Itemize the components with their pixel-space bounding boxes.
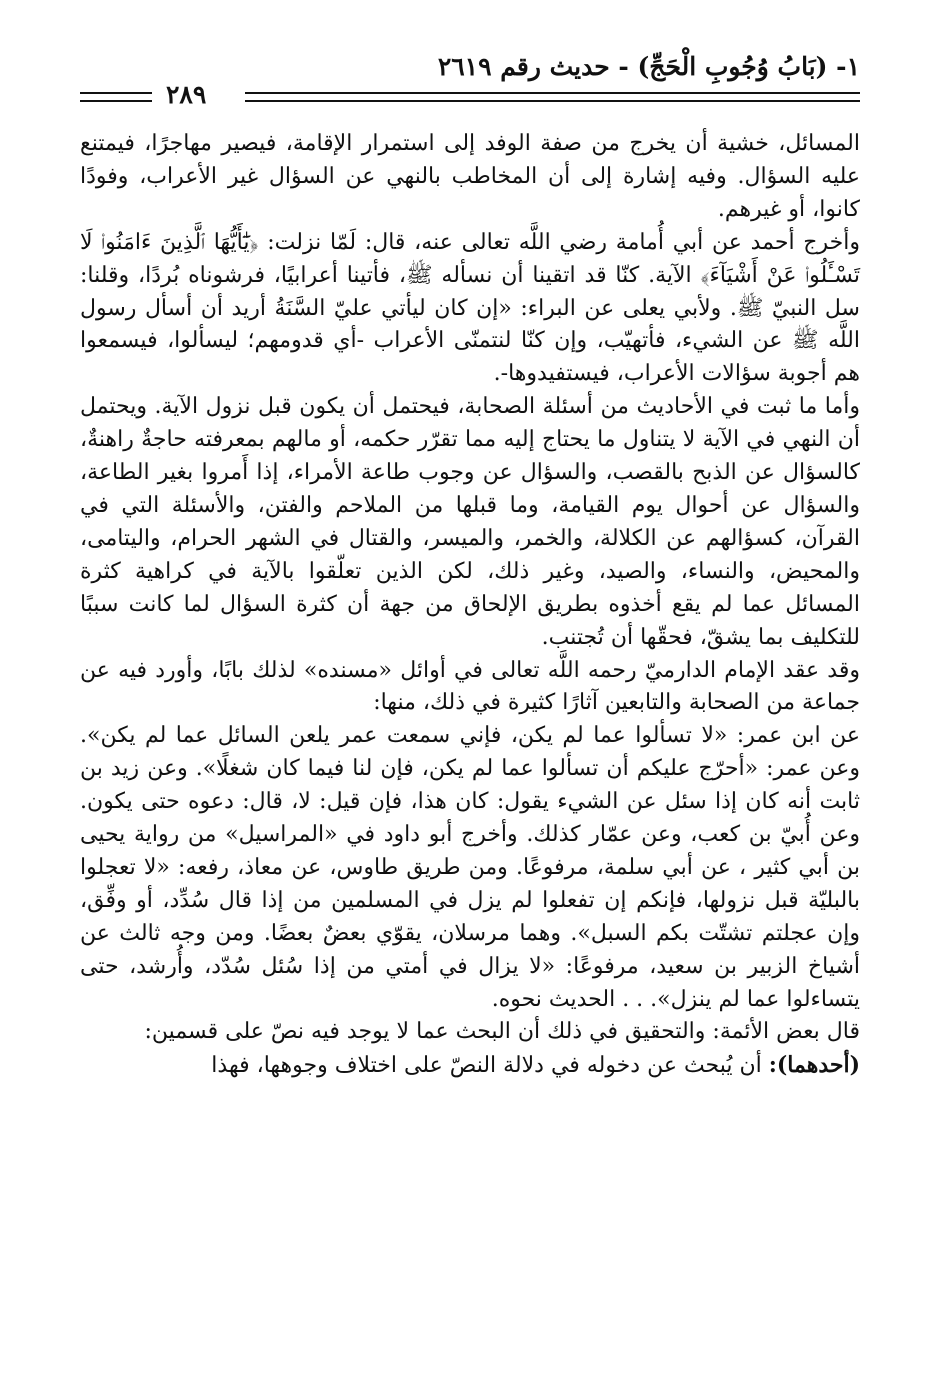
header-short-double-rule bbox=[80, 92, 152, 102]
paragraph: المسائل، خشية أن يخرج من صفة الوفد إلى استمرار الإقامة، فيصير مهاجرًا، فيمتنع عليه السؤال. وفيه إشارة إلى أن المخاطب بالنهي عن السؤال غير الأعراب، وفودًا كانوا، أو غيرهم. bbox=[80, 131, 860, 222]
body-text bbox=[80, 128, 860, 1083]
running-header bbox=[80, 40, 860, 110]
chapter-title: ١- (بَابُ وُجُوبِ الْحَجِّ) - حديث رقم ٢٦١٩ bbox=[437, 52, 860, 81]
bold-lead-term: (أحدهما): bbox=[768, 1052, 860, 1079]
paragraph: وقد عقد الإمام الدارميّ رحمه اللَّه تعالى في أوائل «مسنده» لذلك بابًا، وأورد فيه عن جماعة من الصحابة والتابعين آثارًا كثيرة في ذلك، منها: bbox=[80, 657, 860, 716]
paragraph: وأما ما ثبت في الأحاديث من أسئلة الصحابة، فيحتمل أن يكون قبل نزول الآية. ويحتمل أن النهي في الآية لا يتناول ما يحتاج إليه مما تقرّر حكمه، أو مالهم بمعرفته حاجةٌ راهنةٌ، كالسؤال عن الذبح بالقصب، والسؤال عن وجوب طاعة الأمراء، إذا أَمروا بغير الطاعة، والسؤال عن أحوال يوم القيامة، وما قبلها من الملاحم والفتن، والأسئلة التي في القرآن، كسؤالهم عن الكلالة، والخمر، والميسر، والقتال في الشهر الحرام، واليتامى، والمحيض، والنساء، والصيد، وغير ذلك، لكن الذين تعلّقوا بالآية في كراهية كثرة المسائل عما لم يقع أخذوه بطريق الإلحاق من جهة أن كثرة السؤال لما كانت سببًا للتكليف بما يشقّ، فحقّها أن تُجتنب. bbox=[80, 394, 860, 650]
paragraph: قال بعض الأئمة: والتحقيق في ذلك أن البحث عما لا يوجد فيه نصّ على قسمين: bbox=[144, 1019, 860, 1045]
paragraph-continuation: أن يُبحث عن دخوله في دلالة النصّ على اختلاف وجوهها، فهذا bbox=[211, 1053, 769, 1079]
page-number: ٢٨٩ bbox=[166, 80, 207, 109]
paragraph: وأخرج أحمد عن أبي أُمامة رضي اللَّه تعالى عنه، قال: لَمّا نزلت: ﴿يَٰٓأَيُّهَا ٱلَّذِينَ ءَامَنُوا۟ لَا تَسْـَٔلُوا۟ عَنْ أَشْيَآءَ﴾ الآية. كنّا قد اتقينا أن نسأله ﷺ، فأتينا أعرابيًا، فرشوناه بُردًا، وقلنا: سل النبيّ ﷺ. ولأبي يعلى عن البراء: «إن كان ليأتي عليّ السَّنَةُ أريد أن أسأل رسول اللَّه ﷺ عن الشيء، فأتهيّب، وإن كنّا لنتمنّى الأعراب -أي قدومهم؛ ليسألوا، فيسمعوا هم أجوبة سؤالات الأعراب، فيستفيدوها-. bbox=[80, 229, 860, 387]
book-page bbox=[80, 40, 860, 1340]
paragraph-last bbox=[80, 1049, 860, 1083]
header-double-rule bbox=[245, 92, 860, 102]
paragraph: عن ابن عمر: «لا تسألوا عما لم يكن، فإني سمعت عمر يلعن السائل عما لم يكن». وعن عمر: «أحرّج عليكم أن تسألوا عما لم يكن، فإن لنا فيما كان شغلًا». وعن زيد بن ثابت أنه كان إذا سئل عن الشيء يقول: كان هذا، فإن قيل: لا، قال: دعوه حتى يكون. وعن أُبيّ بن كعب، وعن عمّار كذلك. وأخرج أبو داود في «المراسيل» من رواية يحيى بن أبي كثير ، عن أبي سلمة، مرفوعًا. ومن طريق طاوس، عن معاذ، رفعه: «لا تعجلوا بالبليّة قبل نزولها، فإنكم إن تفعلوا لم يزل في المسلمين من إذا قال سُدِّد، أو وفِّق، وإن عجلتم تشتّت بكم السبل». وهما مرسلان، يقوّي بعضٌ بعضًا. ومن وجه ثالث عن أشياخ الزبير بن سعيد، مرفوعًا: «لا يزال في أمتي من إذا سُئل سُدّد، وأُرشد، حتى يتساءلوا عما لم ينزل». . . الحديث نحوه. bbox=[80, 723, 860, 1012]
